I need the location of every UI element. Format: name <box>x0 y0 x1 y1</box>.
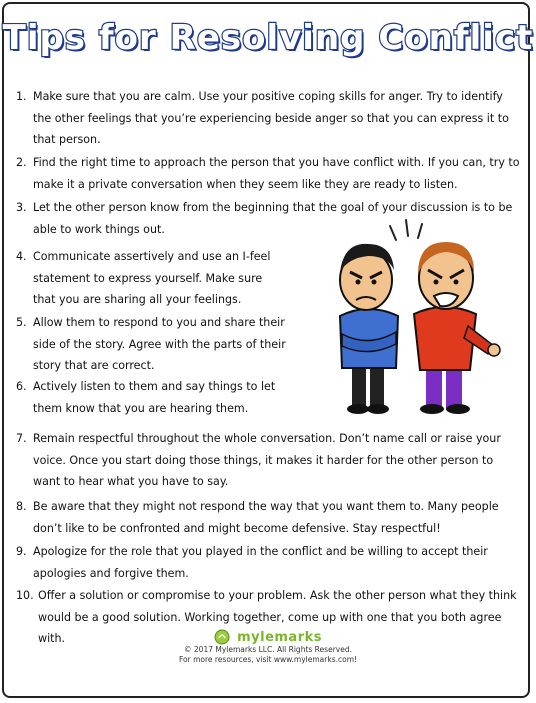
copyright-text: © 2017 Mylemarks LLC. All Rights Reserved. <box>184 645 352 654</box>
tip-9 <box>16 541 520 584</box>
right-boy-figure <box>414 242 500 414</box>
tip-7 <box>16 428 520 493</box>
tip-text: Be aware that they might not respond the way that you want them to. Many people don’t like to be confronted and might become defensive. Stay respectful! <box>33 500 499 535</box>
tip-number: 7. <box>16 432 27 445</box>
tip-text: Find the right time to approach the person that you have conflict with. If you can, try to make it a private conversation when they seem like they are ready to listen. <box>33 156 520 191</box>
tip-number: 3. <box>16 201 27 214</box>
anger-lines-icon <box>390 220 422 240</box>
tip-number: 4. <box>16 250 27 263</box>
tip-text: Apologize for the role that you played in the conflict and be willing to accept their apologies and forgive them. <box>33 545 488 580</box>
tip-text: Let the other person know from the beginning that the goal of your discussion is to be able to work things out. <box>33 201 513 236</box>
title-area <box>0 18 536 58</box>
brand-name: mylemarks <box>237 630 322 645</box>
tip-number: 8. <box>16 500 27 513</box>
tip-number: 2. <box>16 156 27 169</box>
tip-text: Allow them to respond to you and share their side of the story. Agree with the parts of their story that are correct. <box>33 316 286 372</box>
tip-6 <box>16 376 286 419</box>
tip-text: Make sure that you are calm. Use your positive coping skills for anger. Try to identify the other feelings that you’re experiencing beside anger so that you can express it to that person. <box>33 90 509 146</box>
brand-logo <box>0 626 536 645</box>
tip-number: 10. <box>16 589 34 602</box>
tip-5 <box>16 312 286 377</box>
tip-1 <box>16 86 520 151</box>
tip-text: Remain respectful throughout the whole conversation. Don’t name call or raise your voice. Once you start doing those things, it makes it harder for the other person to want to hear what you have to say. <box>33 432 501 488</box>
tip-number: 5. <box>16 316 27 329</box>
mylemarks-logo-icon <box>214 629 230 645</box>
tip-text: Actively listen to them and say things to let them know that you are hearing them. <box>33 380 276 415</box>
tip-number: 6. <box>16 380 27 393</box>
tip-4 <box>16 246 286 311</box>
tip-text: Offer a solution or compromise to your problem. Ask the other person what they think would be a good solution. Working together, come up with one that you both agree with. <box>38 589 517 645</box>
angry-boys-illustration <box>318 216 518 416</box>
tip-2 <box>16 152 520 195</box>
page-title: Tips for Resolving Conflict <box>2 18 534 58</box>
tip-8 <box>16 496 520 539</box>
footer <box>0 645 536 665</box>
tip-number: 1. <box>16 90 27 103</box>
left-boy-figure <box>340 244 398 414</box>
tip-number: 9. <box>16 545 27 558</box>
resources-text: For more resources, visit www.mylemarks.com! <box>178 655 358 664</box>
tip-text: Communicate assertively and use an I-feel statement to express yourself. Make sure that you are sharing all your feelings. <box>33 250 271 306</box>
